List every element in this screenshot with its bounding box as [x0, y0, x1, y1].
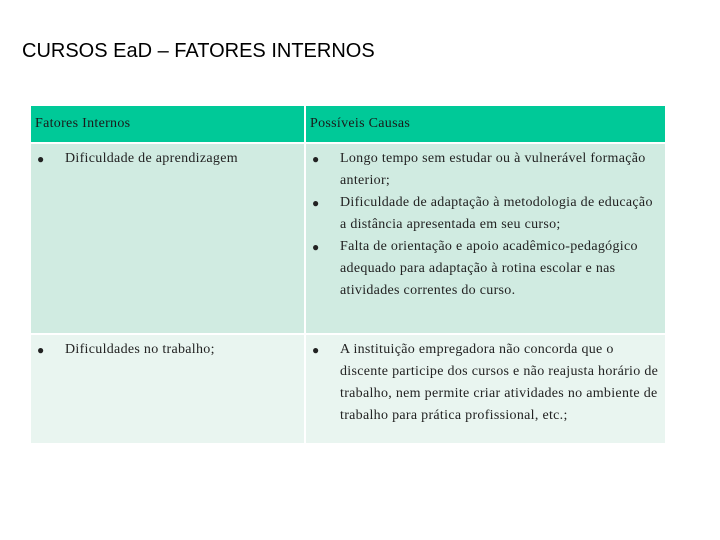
list-item [35, 148, 298, 170]
bullet-icon: ● [312, 196, 320, 210]
cause-text: Longo tempo sem estudar ou à vulnerável formação anterior; [340, 151, 646, 188]
bullet-icon: ● [312, 152, 320, 166]
list-item [310, 339, 659, 427]
table-header-row [31, 106, 665, 143]
bullet-icon: ● [37, 343, 45, 357]
bullet-icon: ● [37, 152, 45, 166]
factors-table [31, 106, 665, 443]
list-item [35, 339, 298, 361]
cause-text: Dificuldade de adaptação à metodologia de educação a distância apresentada em seu curso; [340, 195, 653, 232]
factor-cell [31, 334, 305, 443]
header-fatores-internos: Fatores Internos [31, 106, 305, 143]
factor-text: Dificuldade de aprendizagem [65, 151, 238, 166]
header-possiveis-causas: Possíveis Causas [305, 106, 665, 143]
causes-cell [305, 334, 665, 443]
list-item [310, 148, 659, 192]
list-item [310, 236, 659, 302]
cause-text: A instituição empregadora não concorda que o discente participe dos cursos e não reajusta horário de trabalho, nem permite criar atividades no ambiente de trabalho para prática profissional, etc.; [340, 342, 659, 423]
bullet-icon: ● [312, 240, 320, 254]
factor-text: Dificuldades no trabalho; [65, 342, 215, 357]
causes-cell [305, 143, 665, 334]
slide-title: CURSOS EaD – FATORES INTERNOS [22, 40, 375, 62]
bullet-icon: ● [312, 343, 320, 357]
table-row [31, 143, 665, 334]
cause-text: Falta de orientação e apoio acadêmico-pedagógico adequado para adaptação à rotina escolar e nas atividades correntes do curso. [340, 239, 638, 298]
factor-cell [31, 143, 305, 334]
table-row [31, 334, 665, 443]
list-item [310, 192, 659, 236]
